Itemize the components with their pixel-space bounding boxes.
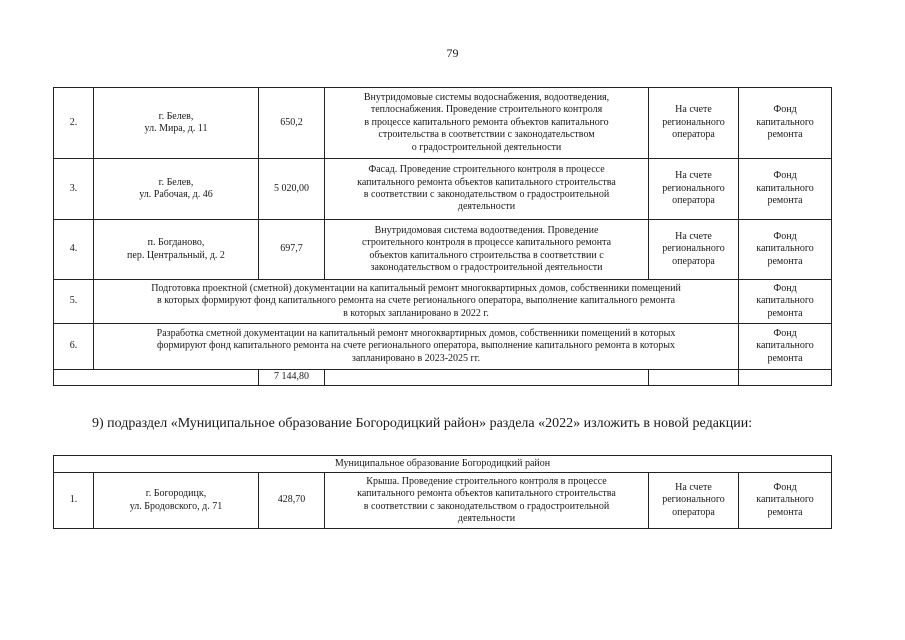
- work-line: объектов капитального строительства в соответствии с: [369, 249, 604, 261]
- fund-line: капитального: [756, 116, 814, 128]
- fund-line: ремонта: [767, 352, 803, 364]
- row-number: 1.: [54, 473, 94, 529]
- account-line: На счете: [675, 170, 712, 182]
- work-description-cell: [325, 473, 649, 529]
- work-line: Крыша. Проведение строительного контроля в процессе: [366, 475, 607, 487]
- works-table: [53, 87, 832, 386]
- work-line: в процессе капитального ремонта объектов капитального: [364, 116, 609, 128]
- empty-cell: [649, 370, 739, 386]
- address-cell: [94, 473, 259, 529]
- account-line: регионального: [662, 116, 725, 128]
- address-line: г. Богородицк,: [145, 488, 207, 500]
- fund-line: Фонд: [773, 170, 797, 182]
- account-line: оператора: [672, 195, 715, 207]
- fund-line: ремонта: [767, 307, 803, 319]
- description-line: формируют фонд капитального ремонта на счете регионального оператора, выполнение капитального ремонта в которых: [156, 340, 676, 352]
- work-line: в соответствии с законодательством о градостроительной: [363, 189, 610, 200]
- description-line: запланировано в 2023-2025 гг.: [351, 352, 481, 364]
- account-line: регионального: [662, 494, 725, 506]
- account-cell: [649, 88, 739, 159]
- work-line: теплоснабжения. Проведение строительного контроля: [370, 104, 603, 116]
- work-line: капитального ремонта объектов капитального строительства: [357, 176, 616, 188]
- work-line: в соответствии с законодательством о градостроительной: [363, 500, 610, 512]
- account-cell: [649, 220, 739, 280]
- page-number: 79: [446, 46, 459, 60]
- account-line: На счете: [675, 481, 712, 493]
- table-row: [54, 324, 832, 370]
- address-cell: [94, 220, 259, 280]
- address-line: ул. Мира, д. 11: [144, 123, 208, 134]
- work-line: Фасад. Проведение строительного контроля в процессе: [368, 164, 605, 176]
- fund-line: капитального: [756, 182, 814, 194]
- empty-cell: [325, 370, 649, 386]
- description-line: Подготовка проектной (сметной) документации на капитальный ремонт многоквартирных домов, собственники помещений: [151, 282, 681, 294]
- address-line: пер. Центральный, д. 2: [127, 249, 225, 261]
- total-row: [54, 370, 832, 386]
- empty-cell: [54, 370, 259, 386]
- work-line: о градостроительной деятельности: [411, 141, 562, 153]
- account-line: На счете: [675, 230, 712, 242]
- account-line: оператора: [672, 129, 715, 141]
- work-line: капитального ремонта объектов капитального строительства: [357, 488, 616, 500]
- row-number: 4.: [54, 220, 94, 280]
- fund-line: Фонд: [773, 481, 797, 493]
- description-line: Разработка сметной документации на капитальный ремонт многоквартирных домов, собственники помещений в которых: [156, 327, 676, 339]
- work-line: Внутридомовые системы водоснабжения, водоотведения,: [363, 91, 610, 103]
- account-line: регионального: [662, 182, 725, 194]
- work-line: строительного контроля в процессе капитального ремонта: [361, 237, 612, 249]
- work-line: деятельности: [457, 512, 516, 524]
- table-row: [54, 88, 832, 159]
- work-line: законодательством о градостроительной деятельности: [370, 261, 603, 273]
- table-row: [54, 159, 832, 220]
- fund-cell: [739, 88, 832, 159]
- fund-line: Фонд: [773, 282, 797, 294]
- cost-cell: 697,7: [259, 220, 325, 280]
- address-cell: [94, 88, 259, 159]
- address-line: ул. Рабочая, д. 46: [139, 189, 213, 200]
- row-number: 3.: [54, 159, 94, 220]
- cost-cell: 5 020,00: [259, 159, 325, 220]
- address-line: п. Богданово,: [147, 237, 205, 249]
- table-row: [54, 473, 832, 529]
- description-line: в которых запланировано в 2022 г.: [343, 307, 489, 319]
- fund-line: Фонд: [773, 327, 797, 339]
- fund-line: ремонта: [767, 195, 803, 207]
- account-line: оператора: [672, 255, 715, 267]
- fund-line: капитального: [756, 243, 814, 255]
- account-cell: [649, 159, 739, 220]
- address-line: г. Белев,: [158, 110, 194, 122]
- section-heading: 9) подраздел «Муниципальное образование Богородицкий район» раздела «2022» изложить в новой редакции:: [92, 416, 753, 431]
- cost-cell: 650,2: [259, 88, 325, 159]
- empty-cell: [739, 370, 832, 386]
- fund-cell: [739, 220, 832, 280]
- works-table: [53, 455, 832, 529]
- row-number: 6.: [54, 324, 94, 370]
- fund-cell: [739, 159, 832, 220]
- fund-cell: [739, 280, 832, 324]
- fund-line: ремонта: [767, 506, 803, 518]
- municipality-header: Муниципальное образование Богородицкий район: [54, 456, 832, 473]
- work-line: Внутридомовая система водоотведения. Проведение: [374, 224, 599, 236]
- fund-line: капитального: [756, 340, 814, 352]
- fund-cell: [739, 324, 832, 370]
- work-line: строительства в соответствии с законодательством: [378, 129, 595, 141]
- total-cost-cell: 7 144,80: [259, 370, 325, 386]
- work-description-cell: [325, 220, 649, 280]
- address-line: г. Белев,: [158, 176, 194, 188]
- fund-line: Фонд: [773, 104, 797, 116]
- cost-cell: 428,70: [259, 473, 325, 529]
- fund-line: капитального: [756, 494, 814, 506]
- fund-line: Фонд: [773, 230, 797, 242]
- fund-cell: [739, 473, 832, 529]
- work-line: деятельности: [457, 201, 516, 213]
- table-header-row: [54, 456, 832, 473]
- fund-line: капитального: [756, 295, 814, 307]
- merged-description-cell: [94, 324, 739, 370]
- work-description-cell: [325, 159, 649, 220]
- row-number: 5.: [54, 280, 94, 324]
- fund-line: ремонта: [767, 255, 803, 267]
- account-line: На счете: [675, 104, 712, 116]
- table-row: [54, 280, 832, 324]
- fund-line: ремонта: [767, 129, 803, 141]
- table-row: [54, 220, 832, 280]
- account-line: оператора: [672, 506, 715, 518]
- address-cell: [94, 159, 259, 220]
- description-line: в которых формируют фонд капитального ремонта на счете регионального оператора, выполнение капитального ремонта: [156, 295, 676, 307]
- account-cell: [649, 473, 739, 529]
- row-number: 2.: [54, 88, 94, 159]
- account-line: регионального: [662, 243, 725, 255]
- merged-description-cell: [94, 280, 739, 324]
- work-description-cell: [325, 88, 649, 159]
- address-line: ул. Бродовского, д. 71: [129, 500, 223, 512]
